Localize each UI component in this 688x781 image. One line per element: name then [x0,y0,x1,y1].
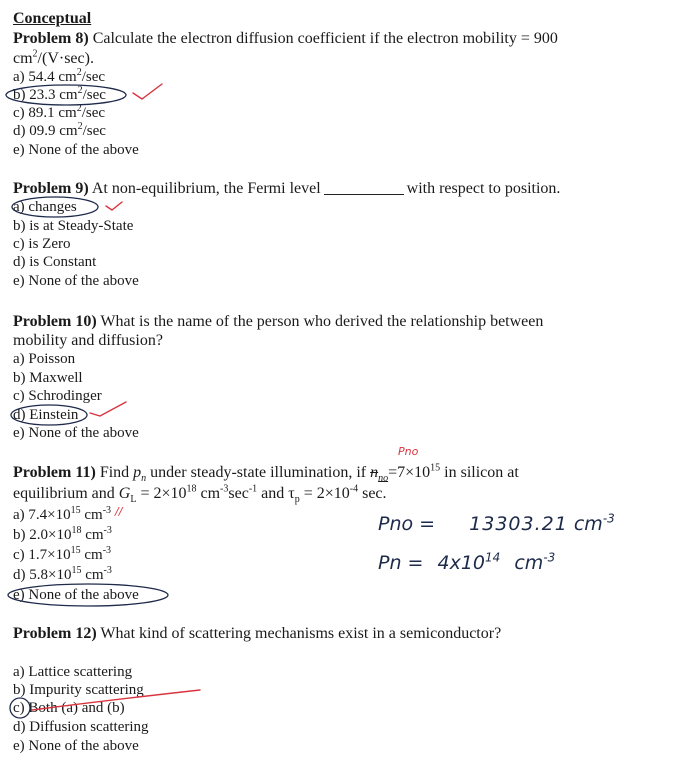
problem-11-stem: Problem 11) Find $p_n$ under steady-state illumination, if $n_{no}=7\times 10^{15}$ in silicon at [13,462,519,485]
problem-12-option-d: d) Diffusion scattering [13,719,149,735]
problem-9-option-a: a) changes [13,199,77,215]
section-title: Conceptual [13,10,92,27]
handwritten-correction-pno: Pno [398,445,419,458]
problem-8-option-e: e) None of the above [13,142,139,158]
problem-10-option-c: c) Schrodinger [13,388,102,404]
problem-11-option-d: d) $5.8\times 10^{15}$ $cm^{-3}$ [13,565,112,583]
problem-9-option-d: d) is Constant [13,254,97,270]
problem-12-option-c: c) Both (a) and (b) [13,700,125,716]
problem-8-option-d: d) 09.9 $cm^2/\sec$ [13,121,106,139]
problem-9-option-c: c) is Zero [13,236,71,252]
problem-10-option-b: b) Maxwell [13,370,83,386]
answer-blank [324,194,404,195]
problem-8-option-c: c) 89.1 $cm^2/\sec$ [13,103,106,121]
problem-9-option-b: b) is at Steady-State [13,218,134,234]
problem-10-stem: Problem 10) What is the name of the person who derived the relationship between [13,313,544,330]
problem-10-option-e: e) None of the above [13,425,139,441]
problem-11-stem-2: equilibrium and $G_L = 2\times 10^{18}$ $cm^{-3}\sec^{-1}$ and $\tau_p = 2\times 10^{-4}$ sec. [13,483,387,506]
problem-12-stem: Problem 12) What kind of scattering mechanisms exist in a semiconductor? [13,625,502,642]
problem-12-option-b: b) Impurity scattering [13,682,144,698]
check-mark-p8 [133,84,162,99]
handwritten-pno-line: Pno = 13303.21 $cm^{-3}$ [378,511,615,535]
problem-11-option-e: e) None of the above [13,587,139,603]
problem-11-option-b: b) $2.0\times 10^{18}$ $cm^{-3}$ [13,525,112,543]
problem-9-stem: Problem 9) At non-equilibrium, the Fermi level with respect to position. [13,180,561,197]
problem-10-option-d: d) Einstein [13,407,79,423]
problem-12-option-a: a) Lattice scattering [13,664,133,680]
problem-10-stem-2: mobility and diffusion? [13,332,163,349]
problem-11-option-c: c) $1.7\times 10^{15}$ $cm^{-3}$ [13,545,112,563]
problem-11-option-a: a) $7.4\times 10^{15}$ $cm^{-3}$ [13,505,112,523]
problem-8-option-a: a) 54.4 $cm^2/\sec$ [13,67,106,85]
problem-8-option-b: b) 23.3 $cm^2/\sec$ [13,85,106,103]
problem-8-stem-unit: $cm^2/(V\cdot\sec)$. [13,48,94,67]
problem-9-option-e: e) None of the above [13,273,139,289]
check-mark-p9 [106,202,122,210]
handwritten-tick-mark: // [115,505,123,518]
problem-8-stem: Problem 8) Calculate the electron diffusion coefficient if the electron mobility = 900 [13,30,558,47]
problem-12-option-e: e) None of the above [13,738,139,754]
handwritten-pn-line: $Pn = 4x10^{14}$ $cm^{-3}$ [378,550,556,574]
problem-10-option-a: a) Poisson [13,351,76,367]
